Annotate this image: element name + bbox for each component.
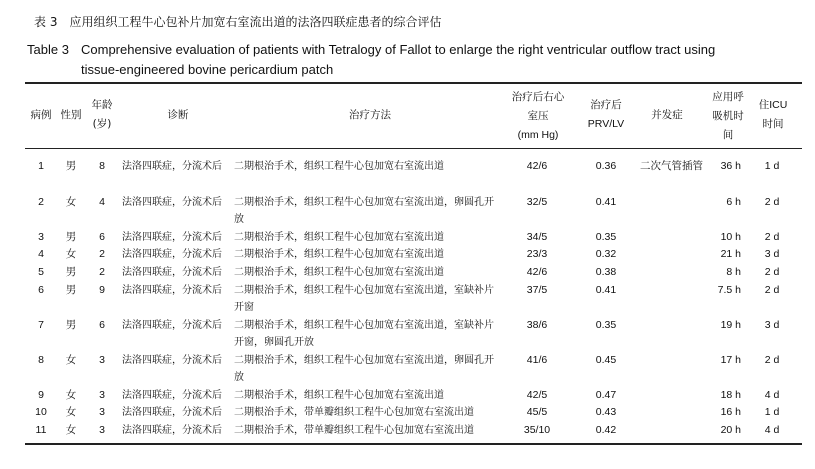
cell-treatment: 二期根治手术，带单瓣组织工程牛心包加宽右室流出道 (234, 425, 474, 436)
cell-diagnosis: 法洛四联症，分流术后 (122, 320, 222, 331)
cell-treatment: 二期根治手术，组织工程牛心包加宽右室流出道，室缺补片开窗 (234, 285, 494, 313)
cell-rv-pressure: 42/6 (526, 160, 548, 172)
caption-chinese (34, 13, 441, 30)
cell-treatment: 二期根治手术，组织工程牛心包加宽右室流出道 (234, 232, 444, 243)
cell-icu-stay: 3 d (764, 319, 780, 331)
header-complication: 并发症 (651, 109, 683, 121)
table-top-rule (25, 82, 802, 84)
cell-age: 3 (99, 354, 105, 366)
cell-case-no: 5 (38, 266, 44, 278)
cell-sex: 女 (65, 354, 77, 366)
cell-age: 3 (99, 406, 105, 418)
cell-case-no: 7 (38, 319, 44, 331)
cell-icu-stay: 2 d (764, 284, 780, 296)
cell-treatment: 二期根治手术，组织工程牛心包加宽右室流出道 (234, 249, 444, 260)
cell-sex: 女 (65, 196, 77, 208)
cell-prv-lv: 0.38 (595, 266, 617, 278)
cell-diagnosis: 法洛四联症，分流术后 (122, 425, 222, 436)
cell-sex: 男 (65, 160, 77, 172)
cell-rv-pressure: 42/5 (526, 389, 548, 401)
cell-age: 8 (99, 160, 105, 172)
cell-age: 2 (99, 266, 105, 278)
header-ventilation-time (706, 88, 750, 145)
header-age-line2: (岁) (92, 118, 112, 130)
header-ventilation-line2: 吸机时 (712, 110, 744, 122)
cell-rv-pressure: 45/5 (526, 406, 548, 418)
cell-icu-stay: 1 d (764, 406, 780, 418)
cell-treatment: 二期根治手术，组织工程牛心包加宽右室流出道，室缺补片开窗，卵圆孔开放 (234, 320, 494, 348)
cell-ventilation-time: 8 h (726, 266, 741, 278)
cell-case-no: 9 (38, 389, 44, 401)
header-rv-pressure-line1: 治疗后右心 (511, 91, 565, 103)
table-title-zh: 应用组织工程牛心包补片加宽右室流出道的法洛四联症患者的综合评估 (69, 15, 442, 29)
cell-ventilation-time: 10 h (720, 231, 741, 243)
cell-age: 4 (99, 196, 105, 208)
cell-case-no: 10 (35, 406, 47, 418)
cell-sex: 女 (65, 424, 77, 436)
cell-sex: 女 (65, 406, 77, 418)
cell-sex: 男 (65, 319, 77, 331)
header-prv-lv-line2: PRV/LV (587, 118, 625, 130)
header-diagnosis: 诊断 (167, 109, 189, 121)
header-icu-line1: 住ICU (758, 99, 788, 111)
cell-prv-lv: 0.41 (595, 284, 617, 296)
cell-rv-pressure: 37/5 (526, 284, 548, 296)
cell-rv-pressure: 42/6 (526, 266, 548, 278)
cell-sex: 男 (65, 266, 77, 278)
cell-case-no: 1 (38, 160, 44, 172)
cell-sex: 男 (65, 231, 77, 243)
cell-sex: 女 (65, 389, 77, 401)
cell-prv-lv: 0.45 (595, 354, 617, 366)
cell-sex: 男 (65, 284, 77, 296)
cell-case-no: 2 (38, 196, 44, 208)
cell-treatment: 二期根治手术，带单瓣组织工程牛心包加宽右室流出道 (234, 407, 474, 418)
header-ventilation-line1: 应用呼 (712, 91, 744, 103)
table-bottom-rule (25, 443, 802, 445)
cell-ventilation-time: 36 h (720, 160, 741, 172)
cell-diagnosis: 法洛四联症，分流术后 (122, 197, 222, 208)
cell-treatment: 二期根治手术，组织工程牛心包加宽右室流出道 (234, 267, 444, 278)
cell-prv-lv: 0.36 (595, 160, 617, 172)
header-treatment: 治疗方法 (349, 109, 391, 121)
cell-icu-stay: 4 d (764, 424, 780, 436)
cell-sex: 女 (65, 248, 77, 260)
cell-icu-stay: 4 d (764, 389, 780, 401)
cell-age: 9 (99, 284, 105, 296)
header-prv-lv-line1: 治疗后 (590, 99, 622, 111)
cell-age: 2 (99, 248, 105, 260)
cell-case-no: 8 (38, 354, 44, 366)
cell-complication: 二次气管插管 (640, 160, 703, 172)
cell-diagnosis: 法洛四联症，分流术后 (122, 232, 222, 243)
header-sex: 性别 (60, 109, 82, 121)
cell-age: 3 (99, 389, 105, 401)
header-rv-pressure-line2: 室压 (527, 110, 549, 122)
table-header-rule (25, 148, 802, 149)
table-title-en-line1: Comprehensive evaluation of patients with Tetralogy of Fallot to enlarge the right ventricular outflow tract using (81, 42, 716, 57)
header-rv-pressure (500, 88, 576, 145)
cell-ventilation-time: 17 h (720, 354, 741, 366)
cell-rv-pressure: 35/10 (523, 424, 551, 436)
cell-rv-pressure: 41/6 (526, 354, 548, 366)
cell-icu-stay: 2 d (764, 231, 780, 243)
table-title-en-line2: tissue-engineered bovine pericardium patch (81, 62, 334, 77)
cell-prv-lv: 0.35 (595, 231, 617, 243)
cell-diagnosis: 法洛四联症，分流术后 (122, 249, 222, 260)
header-ventilation-line3: 间 (722, 129, 734, 141)
cell-icu-stay: 3 d (764, 248, 780, 260)
cell-treatment: 二期根治手术，组织工程牛心包加宽右室流出道 (234, 390, 444, 401)
header-age-line1: 年龄 (91, 99, 113, 111)
header-icu-stay (750, 96, 796, 134)
cell-age: 3 (99, 424, 105, 436)
cell-prv-lv: 0.32 (595, 248, 617, 260)
cell-ventilation-time: 7.5 h (717, 284, 741, 296)
cell-rv-pressure: 38/6 (526, 319, 548, 331)
cell-prv-lv: 0.47 (595, 389, 617, 401)
cell-ventilation-time: 6 h (726, 196, 741, 208)
cell-diagnosis: 法洛四联症，分流术后 (122, 355, 222, 366)
caption-english (27, 40, 787, 80)
cell-age: 6 (99, 231, 105, 243)
cell-prv-lv: 0.35 (595, 319, 617, 331)
header-age (88, 96, 116, 134)
header-icu-line2: 时间 (762, 118, 784, 130)
header-rv-pressure-line3: (mm Hg) (517, 129, 559, 141)
cell-diagnosis: 法洛四联症，分流术后 (122, 267, 222, 278)
cell-treatment: 二期根治手术，组织工程牛心包加宽右室流出道 (234, 161, 444, 172)
cell-icu-stay: 2 d (764, 354, 780, 366)
header-prv-lv (575, 96, 637, 134)
header-case-no: 病例 (30, 109, 52, 121)
cell-rv-pressure: 23/3 (526, 248, 548, 260)
cell-ventilation-time: 19 h (720, 319, 741, 331)
cell-diagnosis: 法洛四联症，分流术后 (122, 161, 222, 172)
cell-treatment: 二期根治手术，组织工程牛心包加宽右室流出道，卵圆孔开放 (234, 355, 494, 383)
cell-diagnosis: 法洛四联症，分流术后 (122, 285, 222, 296)
cell-case-no: 4 (38, 248, 44, 260)
cell-diagnosis: 法洛四联症，分流术后 (122, 407, 222, 418)
cell-ventilation-time: 21 h (720, 248, 741, 260)
cell-icu-stay: 2 d (764, 196, 780, 208)
cell-rv-pressure: 34/5 (526, 231, 548, 243)
table-number-zh: 表 3 (34, 15, 58, 29)
cell-ventilation-time: 18 h (720, 389, 741, 401)
cell-age: 6 (99, 319, 105, 331)
cell-icu-stay: 2 d (764, 266, 780, 278)
cell-treatment: 二期根治手术，组织工程牛心包加宽右室流出道，卵圆孔开放 (234, 197, 494, 225)
cell-case-no: 3 (38, 231, 44, 243)
cell-ventilation-time: 20 h (720, 424, 741, 436)
cell-case-no: 6 (38, 284, 44, 296)
cell-prv-lv: 0.41 (595, 196, 617, 208)
cell-case-no: 11 (35, 424, 47, 436)
table-number-en: Table 3 (27, 42, 69, 57)
cell-ventilation-time: 16 h (720, 406, 741, 418)
cell-icu-stay: 1 d (764, 160, 780, 172)
cell-prv-lv: 0.42 (595, 424, 617, 436)
cell-rv-pressure: 32/5 (526, 196, 548, 208)
cell-prv-lv: 0.43 (595, 406, 617, 418)
cell-diagnosis: 法洛四联症，分流术后 (122, 390, 222, 401)
